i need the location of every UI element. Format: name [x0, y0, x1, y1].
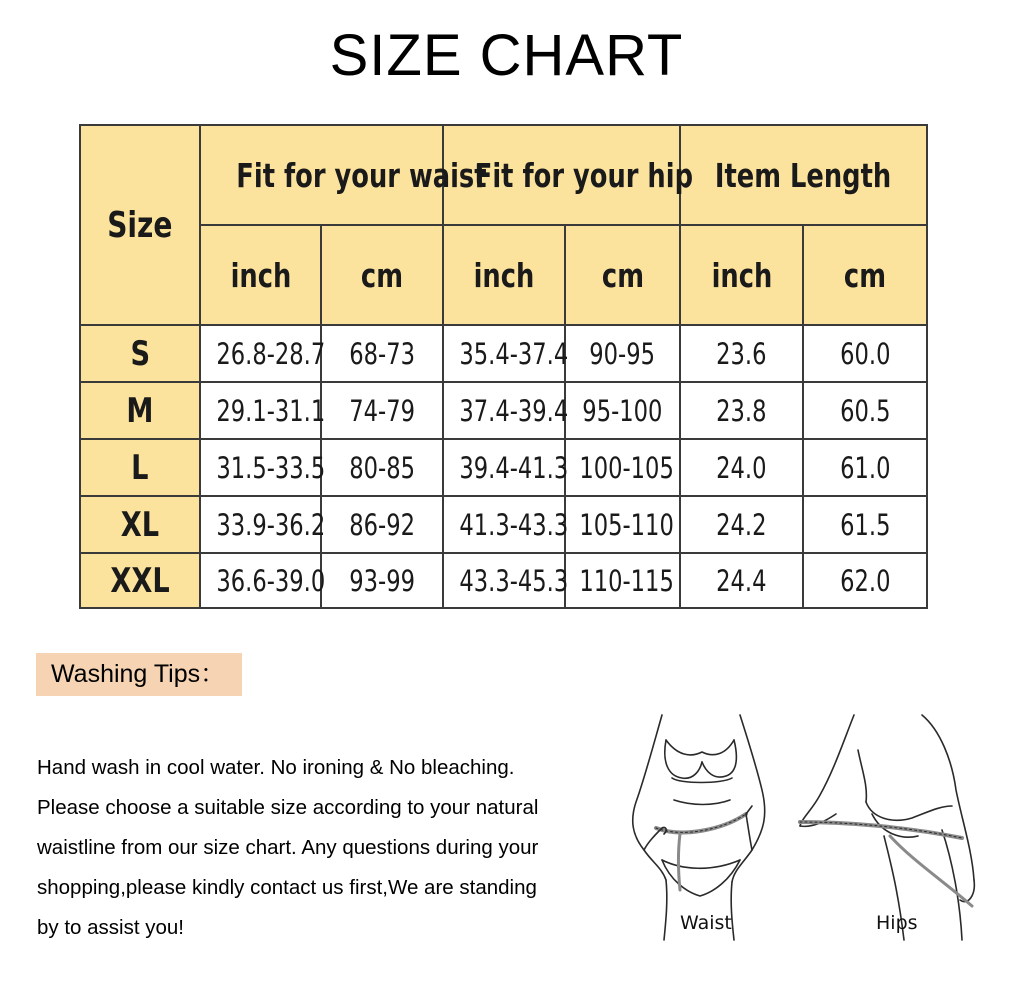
value-cell: [803, 325, 927, 382]
value: 41.3-43.3: [459, 507, 569, 542]
value: 90-95: [589, 336, 656, 371]
washing-tips-text: [37, 748, 617, 948]
value: 35.4-37.4: [459, 336, 569, 371]
value: 60.5: [839, 393, 891, 428]
measurement-illustration: [622, 710, 984, 950]
value-cell: [803, 496, 927, 553]
value-cell: [565, 439, 680, 496]
table-row: [80, 496, 927, 553]
unit-header-cell: [321, 225, 443, 325]
tips-line: by to assist you!: [37, 916, 184, 939]
size-header-cell: [80, 125, 200, 325]
unit-header: cm: [601, 255, 644, 295]
unit-header-cell: [443, 225, 565, 325]
value: 86-92: [349, 507, 415, 542]
value: 93-99: [349, 563, 415, 598]
unit-header-cell: [200, 225, 321, 325]
value-cell: [200, 382, 326, 439]
value: 31.5-33.5: [216, 450, 326, 485]
unit-header: inch: [230, 255, 291, 295]
size-label: XXL: [110, 560, 170, 601]
table-row: [80, 325, 927, 382]
value: 24.4: [716, 563, 767, 598]
tips-line: shopping,please kindly contact us first,We are standing: [37, 876, 537, 899]
waist-header: Fit for your waist: [236, 155, 487, 195]
value: 24.2: [716, 507, 767, 542]
size-cell: [80, 553, 200, 608]
value: 24.0: [716, 450, 767, 485]
unit-header-cell: [803, 225, 927, 325]
tips-line: Please choose a suitable size according to your natural: [37, 796, 539, 819]
size-label: S: [130, 333, 150, 374]
value: 23.8: [716, 393, 767, 428]
value: 23.6: [716, 336, 767, 371]
value-cell: [680, 439, 803, 496]
size-header: Size: [107, 204, 173, 246]
value: 29.1-31.1: [216, 393, 326, 428]
value-cell: [443, 325, 569, 382]
value: 105-110: [579, 507, 674, 542]
value-cell: [680, 553, 803, 608]
group-header-row: [80, 125, 927, 225]
value: 37.4-39.4: [459, 393, 569, 428]
unit-header-row: [80, 225, 927, 325]
size-label: XL: [120, 504, 160, 545]
value: 33.9-36.2: [216, 507, 326, 542]
value-cell: [200, 553, 326, 608]
value-cell: [680, 496, 803, 553]
tips-line: waistline from our size chart. Any questions during your: [37, 836, 539, 859]
value-cell: [565, 325, 680, 382]
value-cell: [443, 382, 569, 439]
hip-header: Fit for your hip: [474, 155, 694, 195]
value-cell: [443, 553, 569, 608]
size-chart-table: [79, 124, 928, 609]
size-cell: [80, 496, 200, 553]
hips-label: Hips: [876, 912, 918, 934]
table-row: [80, 382, 927, 439]
value: 43.3-45.3: [459, 563, 569, 598]
waist-figure-icon: [633, 715, 765, 940]
value: 36.6-39.0: [216, 563, 326, 598]
value: 100-105: [579, 450, 674, 485]
size-cell: [80, 382, 200, 439]
value: 61.5: [839, 507, 891, 542]
hip-header-cell: [443, 125, 694, 225]
value-cell: [200, 439, 326, 496]
value-cell: [321, 325, 443, 382]
value-cell: [803, 382, 927, 439]
value: 26.8-28.7: [216, 336, 326, 371]
hips-figure-icon: [800, 715, 974, 940]
value: 80-85: [349, 450, 415, 485]
value: 110-115: [579, 563, 674, 598]
size-cell: [80, 439, 200, 496]
length-header: Item Length: [715, 155, 892, 195]
unit-header: inch: [473, 255, 535, 295]
value: 74-79: [349, 393, 415, 428]
value-cell: [443, 496, 569, 553]
unit-header: cm: [360, 255, 404, 295]
value: 95-100: [582, 393, 663, 428]
unit-header-cell: [565, 225, 680, 325]
value-cell: [321, 439, 443, 496]
body-sketch-icon: [622, 710, 984, 950]
table-row: [80, 439, 927, 496]
value-cell: [565, 382, 680, 439]
size-cell: [80, 325, 200, 382]
waist-label: Waist: [680, 912, 732, 934]
value: 68-73: [349, 336, 415, 371]
value-cell: [565, 553, 680, 608]
unit-header: inch: [711, 255, 772, 295]
unit-header-cell: [680, 225, 803, 325]
length-header-cell: [680, 125, 927, 225]
size-label: M: [126, 390, 154, 431]
value: 61.0: [839, 450, 891, 485]
value-cell: [565, 496, 680, 553]
size-label: L: [131, 447, 149, 488]
waist-header-cell: [200, 125, 487, 225]
value: 60.0: [839, 336, 891, 371]
value-cell: [200, 325, 326, 382]
tips-line: Hand wash in cool water. No ironing & No bleaching.: [37, 756, 515, 779]
washing-tips-label: Washing Tips：: [36, 653, 242, 696]
value: 39.4-41.3: [459, 450, 569, 485]
value-cell: [321, 553, 443, 608]
value-cell: [680, 325, 803, 382]
value-cell: [321, 382, 443, 439]
value: 62.0: [839, 563, 891, 598]
value-cell: [321, 496, 443, 553]
table-row: [80, 553, 927, 608]
value-cell: [200, 496, 326, 553]
page-title: SIZE CHART: [329, 23, 684, 88]
value-cell: [443, 439, 569, 496]
value-cell: [680, 382, 803, 439]
value-cell: [803, 439, 927, 496]
unit-header: cm: [843, 255, 887, 295]
value-cell: [803, 553, 927, 608]
